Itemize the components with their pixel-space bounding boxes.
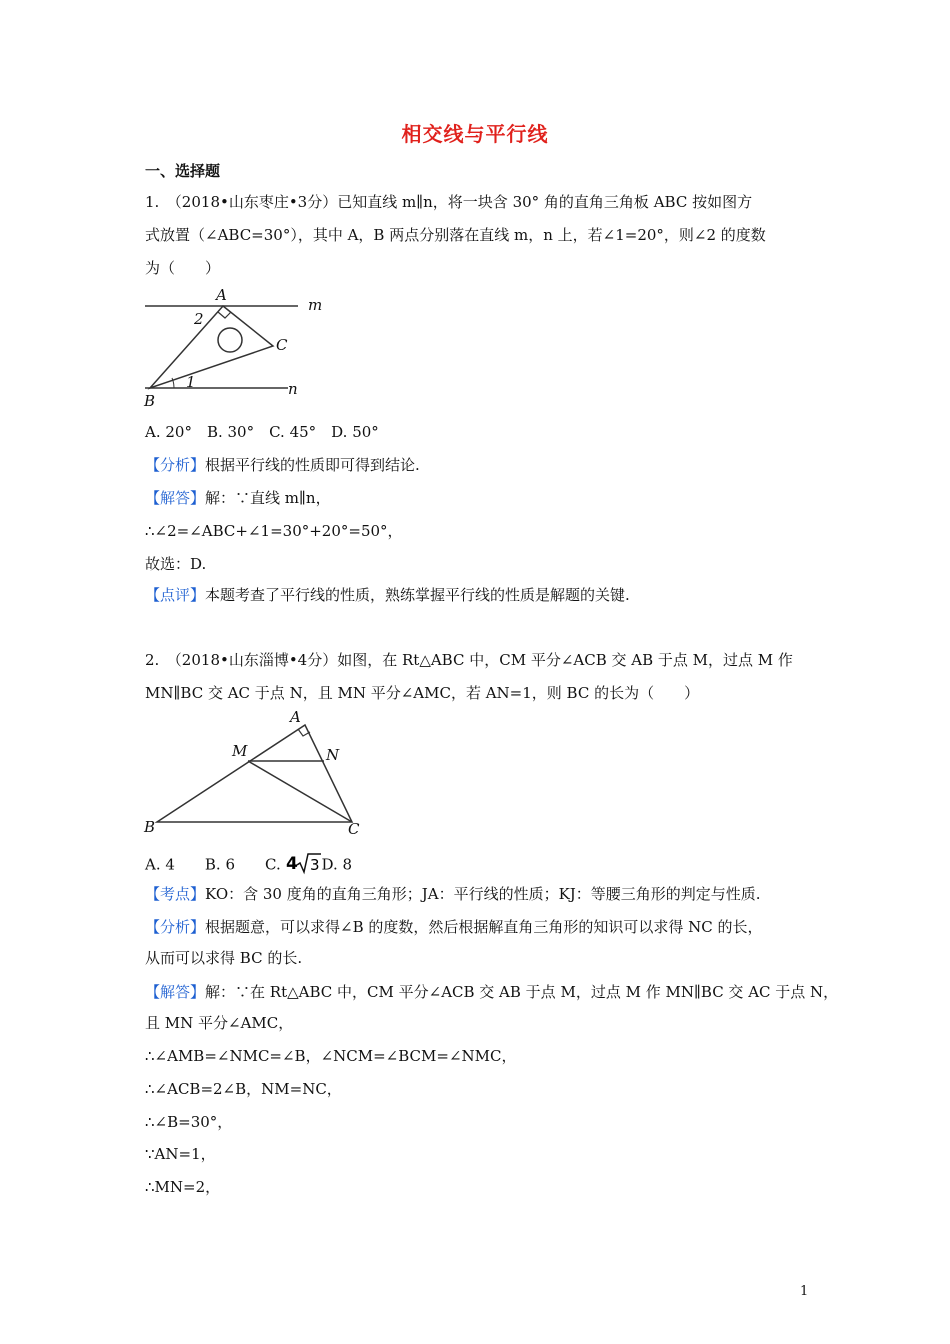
- q2-analysis-2: 从而可以求得 BC 的长.: [145, 949, 303, 967]
- kaodian-tag: 【考点】: [145, 885, 206, 903]
- label-B: B: [144, 818, 156, 836]
- page-number: 1: [800, 1284, 809, 1299]
- triangle-hole: [218, 328, 242, 352]
- q2-options: [145, 851, 352, 880]
- label-C: C: [348, 820, 360, 838]
- q1-stem-line-3: 为（ ）: [145, 259, 221, 277]
- comment-tag: 【点评】: [145, 586, 206, 604]
- label-B: B: [144, 392, 156, 410]
- label-M: M: [232, 742, 248, 760]
- label-2: 2: [194, 310, 204, 328]
- answer-tag: 【解答】: [145, 983, 206, 1001]
- q2-options-ab: A. 4 B. 6 C.: [145, 855, 286, 874]
- q2-figure: [140, 708, 380, 838]
- q1-analysis-text: 根据平行线的性质即可得到结论.: [205, 456, 420, 474]
- q1-figure: [140, 284, 340, 410]
- section-heading: 一、选择题: [145, 162, 221, 180]
- analysis-tag: 【分析】: [145, 918, 206, 936]
- page-title: 相交线与平行线: [401, 122, 549, 146]
- q2-answer-1: [145, 982, 838, 1002]
- q2-analysis-text: 根据题意，可以求得∠B 的度数，然后根据解直角三角形的知识可以求得 NC 的长，: [205, 918, 763, 936]
- q2-step-1: ∴∠AMB=∠NMC=∠B，∠NCM=∠BCM=∠NMC，: [145, 1047, 517, 1065]
- label-1: 1: [186, 373, 196, 391]
- q1-stem-line-2: 式放置（∠ABC=30°），其中 A，B 两点分别落在直线 m，n 上，若∠1=20°，则∠2 的度数: [145, 226, 766, 244]
- sqrt-expression: [286, 851, 322, 880]
- q2-answer-2: 且 MN 平分∠AMC，: [145, 1014, 294, 1032]
- answer-tag: 【解答】: [145, 489, 206, 507]
- sqrt-radicand: 3: [309, 856, 320, 874]
- q1-step-2: 故选：D.: [145, 555, 207, 573]
- q2-kaodian: [145, 884, 761, 904]
- label-n: n: [288, 380, 298, 398]
- q1-comment: [145, 585, 630, 605]
- q1-options: A. 20° B. 30° C. 45° D. 50°: [145, 423, 379, 441]
- q2-stem-line-2: MN∥BC 交 AC 于点 N，且 MN 平分∠AMC，若 AN=1，则 BC 的长为（ ）: [145, 684, 700, 702]
- q1-answer: [145, 488, 331, 508]
- q2-answer-text: 解：∵在 Rt△ABC 中，CM 平分∠ACB 交 AB 于点 M，过点 M 作 MN∥BC 交 AC 于点 N，: [205, 983, 839, 1001]
- q1-stem-line-1: 1. （2018•山东枣庄•3分）已知直线 m∥n，将一块含 30° 角的直角三角板 ABC 按如图方: [145, 193, 753, 211]
- q2-step-3: ∴∠B=30°，: [145, 1113, 233, 1131]
- q2-analysis-1: [145, 917, 763, 937]
- q2-step-4: ∵AN=1，: [145, 1145, 216, 1163]
- q1-step-1: ∴∠2=∠ABC+∠1=30°+20°=50°，: [145, 522, 403, 540]
- right-angle-mark: [218, 312, 231, 318]
- triangle-abc: [150, 306, 273, 388]
- label-m: m: [308, 296, 323, 314]
- label-A: A: [216, 286, 227, 304]
- label-N: N: [326, 746, 340, 764]
- label-A: A: [290, 708, 301, 726]
- q2-option-d: D. 8: [321, 855, 353, 874]
- q2-stem-line-1: 2. （2018•山东淄博•4分）如图，在 Rt△ABC 中，CM 平分∠ACB 交 AB 于点 M，过点 M 作: [145, 651, 793, 669]
- q1-comment-text: 本题考查了平行线的性质，熟练掌握平行线的性质是解题的关键.: [205, 586, 630, 604]
- q1-answer-text: 解：∵直线 m∥n，: [205, 489, 331, 507]
- label-C: C: [276, 336, 288, 354]
- q1-analysis: [145, 455, 420, 475]
- q2-kaodian-text: KO：含 30 度角的直角三角形；JA：平行线的性质；KJ：等腰三角形的判定与性质.: [205, 885, 761, 903]
- sqrt-coefficient: 4: [285, 854, 298, 874]
- triangle-abc: [157, 725, 352, 822]
- q2-step-2: ∴∠ACB=2∠B，NM=NC，: [145, 1080, 342, 1098]
- analysis-tag: 【分析】: [145, 456, 206, 474]
- q2-step-5: ∴MN=2，: [145, 1178, 221, 1196]
